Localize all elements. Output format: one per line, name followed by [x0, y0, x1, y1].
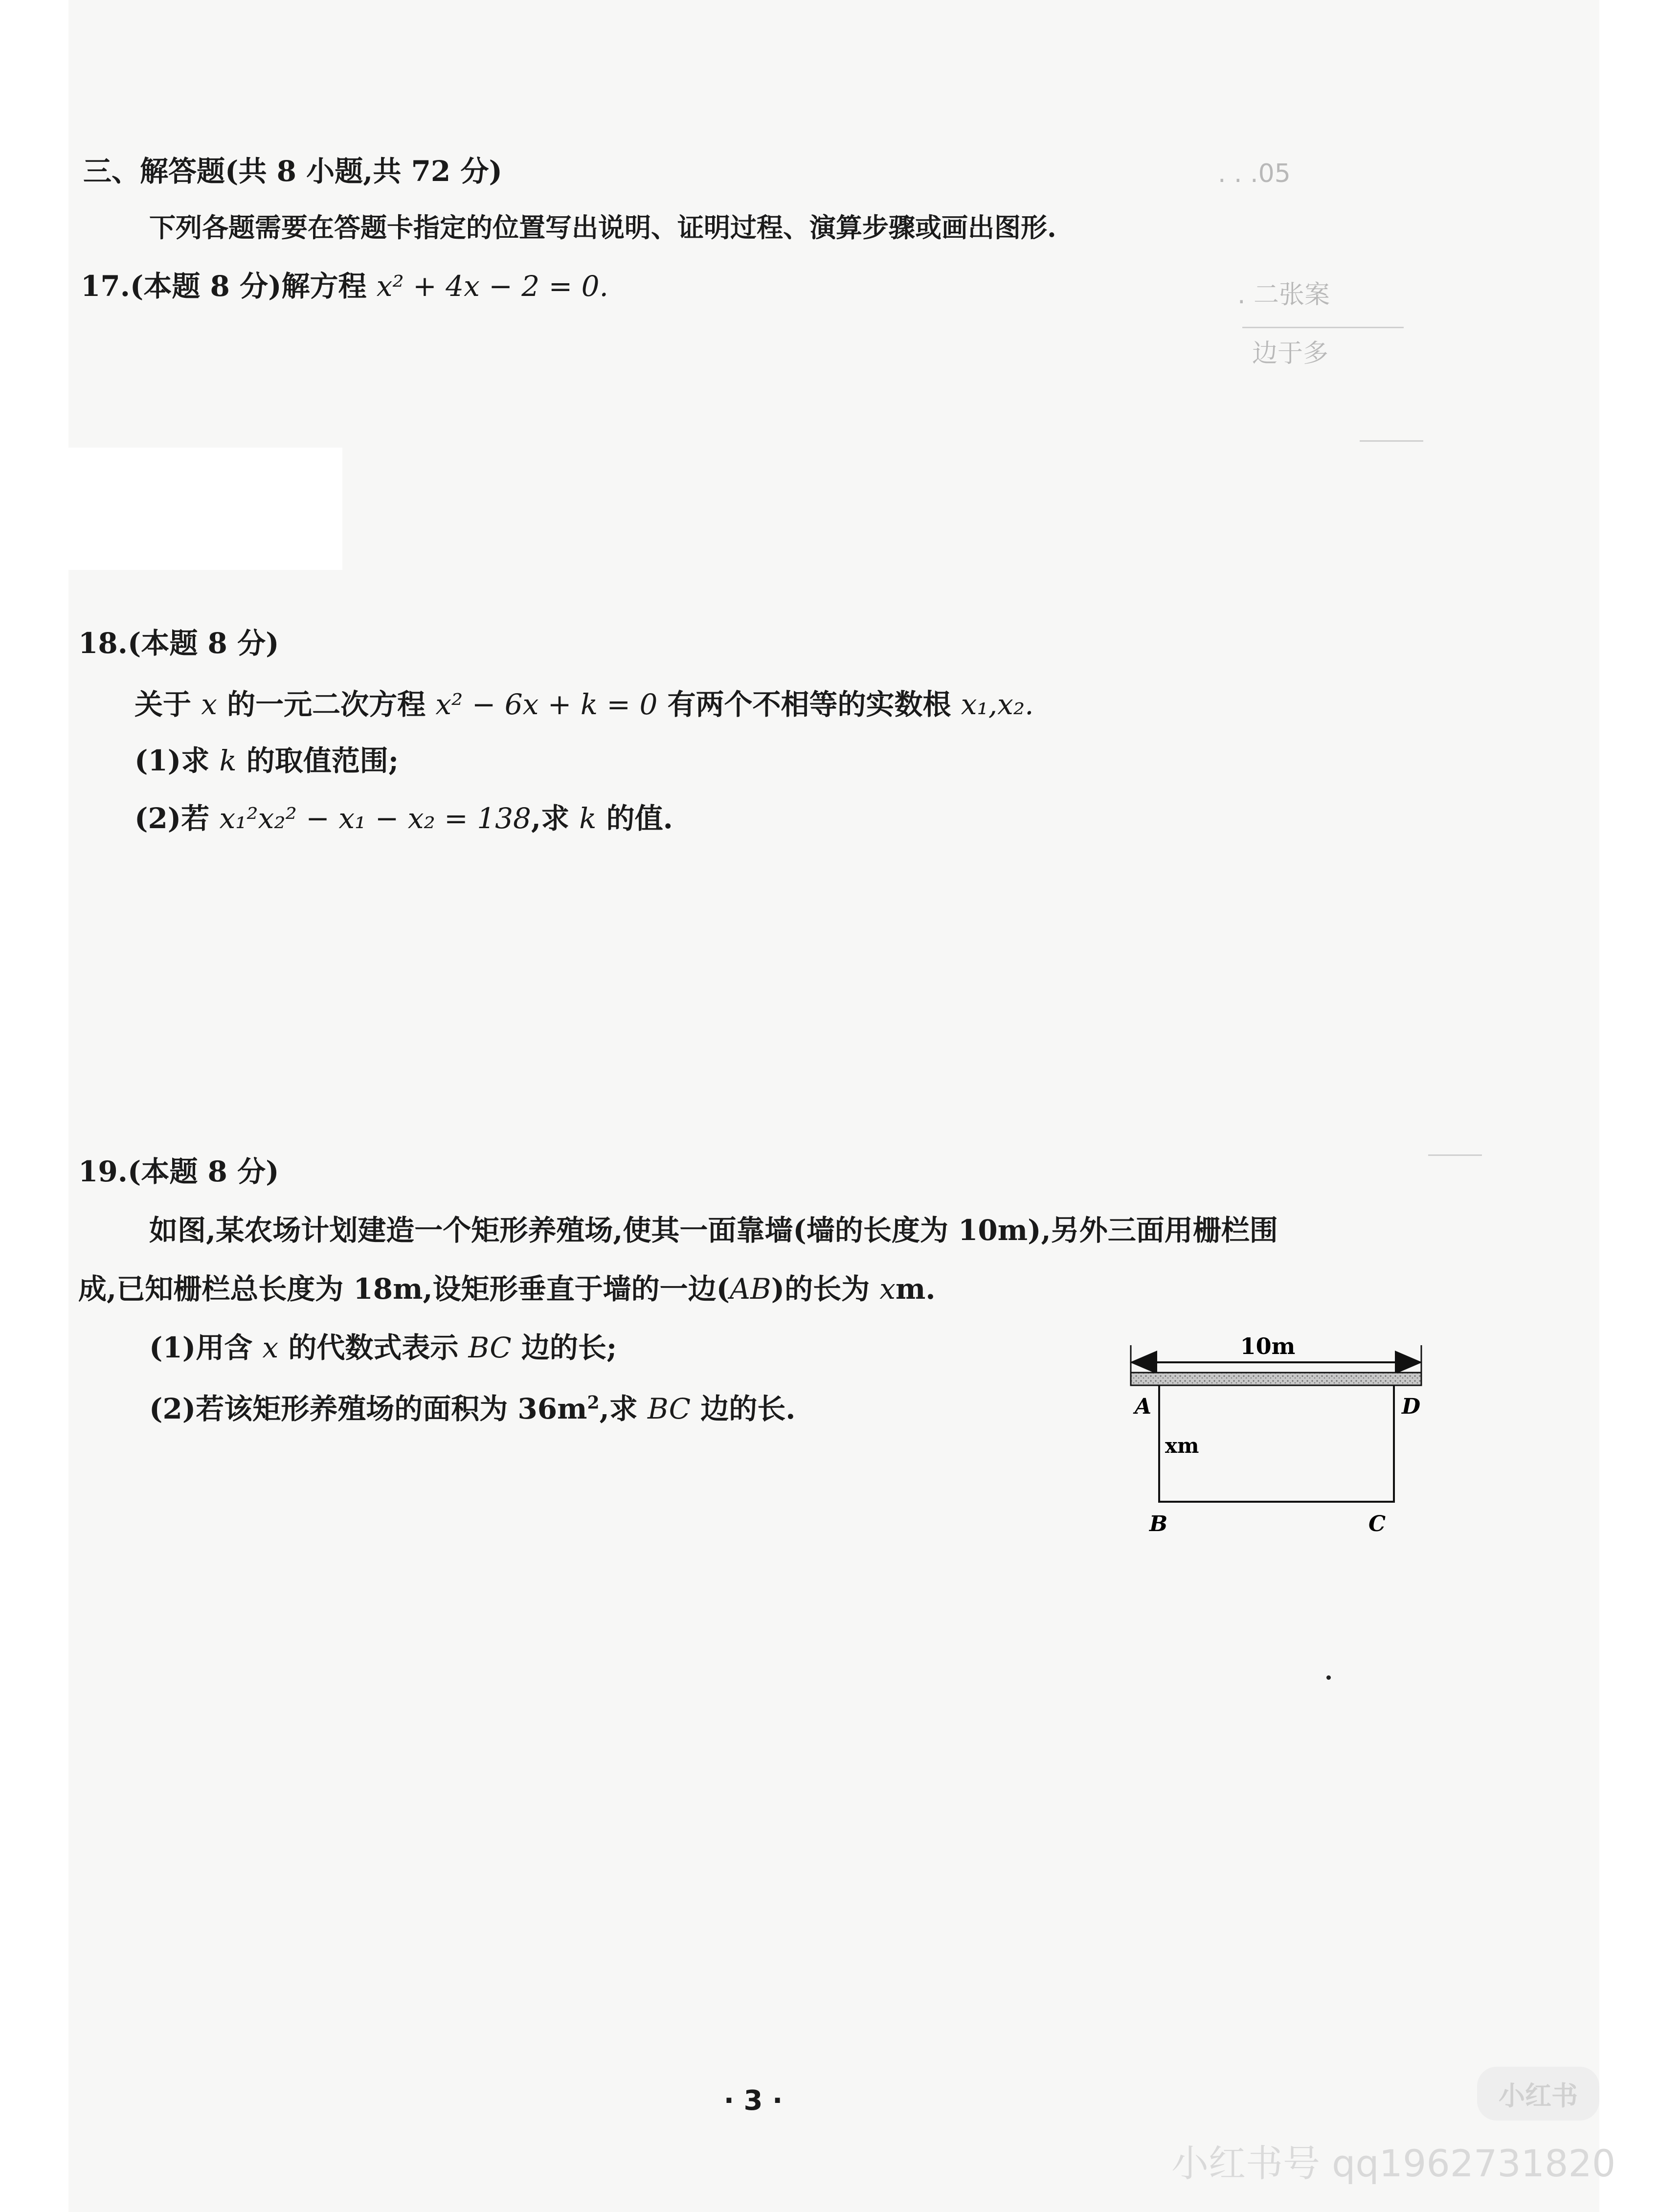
q19-var-ab: AB — [730, 1272, 771, 1306]
faint-rule — [1360, 440, 1423, 442]
q18-part1-text: 的取值范围; — [236, 744, 399, 777]
question-18-label: 18.(本题 8 分) — [78, 627, 279, 660]
q19-part2-text: (2)若该矩形养殖场的面积为 36m — [149, 1392, 587, 1425]
vertex-c-label: C — [1368, 1512, 1386, 1536]
vertex-a-label: A — [1135, 1394, 1152, 1419]
faint-mark-right-low: 边于多 — [1252, 339, 1329, 368]
q18-stem-text: 的一元二次方程 — [217, 688, 436, 721]
question-17-label: 17.(本题 8 分)解方程 — [81, 270, 377, 303]
question-19-stem-line-1: 如图,某农场计划建造一个矩形养殖场,使其一面靠墙(墙的长度为 10m),另外三面用栅栏围 — [149, 1214, 1278, 1247]
q18-var-k: k — [579, 802, 597, 835]
q18-stem-text: 有两个不相等的实数根 — [657, 688, 961, 721]
q18-var-x: x — [201, 688, 217, 721]
section-heading: 三、解答题(共 8 小题,共 72 分) — [83, 155, 502, 188]
q19-var-x: x — [262, 1331, 279, 1364]
question-19-stem-line-2 — [78, 1272, 936, 1306]
q18-part2-text: (2)若 — [135, 802, 220, 835]
exam-paper — [68, 0, 1599, 2212]
q18-part1-text: (1)求 — [135, 744, 220, 777]
question-17-equation: x² + 4x − 2 = 0. — [376, 270, 608, 303]
q18-part2-text: 的值. — [596, 802, 673, 835]
q19-var-bc: BC — [647, 1392, 691, 1425]
faint-mark-top-right: . . .05 — [1218, 159, 1291, 188]
q18-roots: x₁,x₂. — [961, 688, 1034, 721]
q18-part2-text: ,求 — [531, 802, 580, 835]
q19-part2-sup: 2 — [587, 1392, 600, 1413]
question-18-part-2 — [135, 801, 673, 835]
question-18-part-1 — [135, 744, 399, 778]
xiaohongshu-logo: 小红书 — [1477, 2067, 1599, 2121]
page-number: · 3 · — [723, 2085, 783, 2117]
diagram-svg — [1120, 1321, 1433, 1546]
wall — [1131, 1373, 1421, 1385]
faint-rule — [1242, 327, 1404, 328]
wall-length-label: 10m — [1240, 1333, 1296, 1359]
q18-part2-equation: x₁²x₂² − x₁ − x₂ = 138 — [219, 802, 531, 835]
q19-var-x: x — [879, 1272, 896, 1306]
question-18-stem — [135, 687, 1034, 722]
question-19-part-2 — [149, 1392, 795, 1426]
page-left-margin — [0, 0, 68, 2212]
blank-patch — [68, 448, 342, 570]
q19-part1-text: 的代数式表示 — [278, 1331, 469, 1364]
question-17 — [81, 269, 608, 303]
question-19-label: 19.(本题 8 分) — [78, 1155, 279, 1188]
stray-dot — [1326, 1675, 1331, 1680]
question-19-part-1 — [149, 1331, 617, 1365]
q19-part2-text: ,求 — [599, 1392, 648, 1425]
q19-var-bc: BC — [468, 1331, 512, 1364]
q19-part1-text: 边的长; — [511, 1331, 617, 1364]
farm-rectangle-diagram — [1120, 1321, 1433, 1546]
faint-mark-right-mid: . 二张案 — [1237, 280, 1330, 310]
q19-stem-text: )的长为 — [771, 1272, 880, 1306]
q18-var-k: k — [219, 744, 237, 777]
vertex-d-label: D — [1402, 1394, 1421, 1419]
q19-stem-text: 成,已知栅栏总长度为 18m,设矩形垂直于墙的一边( — [78, 1272, 730, 1306]
side-length-label: xm — [1165, 1434, 1199, 1458]
vertex-b-label: B — [1149, 1512, 1168, 1536]
watermark: 小红书号 qq1962731820 — [1171, 2142, 1616, 2185]
q18-equation: x² − 6x + k = 0 — [435, 688, 658, 721]
q18-stem-text: 关于 — [135, 688, 202, 721]
q19-part1-text: (1)用含 — [149, 1331, 263, 1364]
q19-part2-text: 边的长. — [691, 1392, 796, 1425]
faint-rule — [1428, 1154, 1482, 1156]
q19-stem-text: m. — [895, 1272, 936, 1306]
section-instruction: 下列各题需要在答题卡指定的位置写出说明、证明过程、演算步骤或画出图形. — [149, 212, 1056, 243]
